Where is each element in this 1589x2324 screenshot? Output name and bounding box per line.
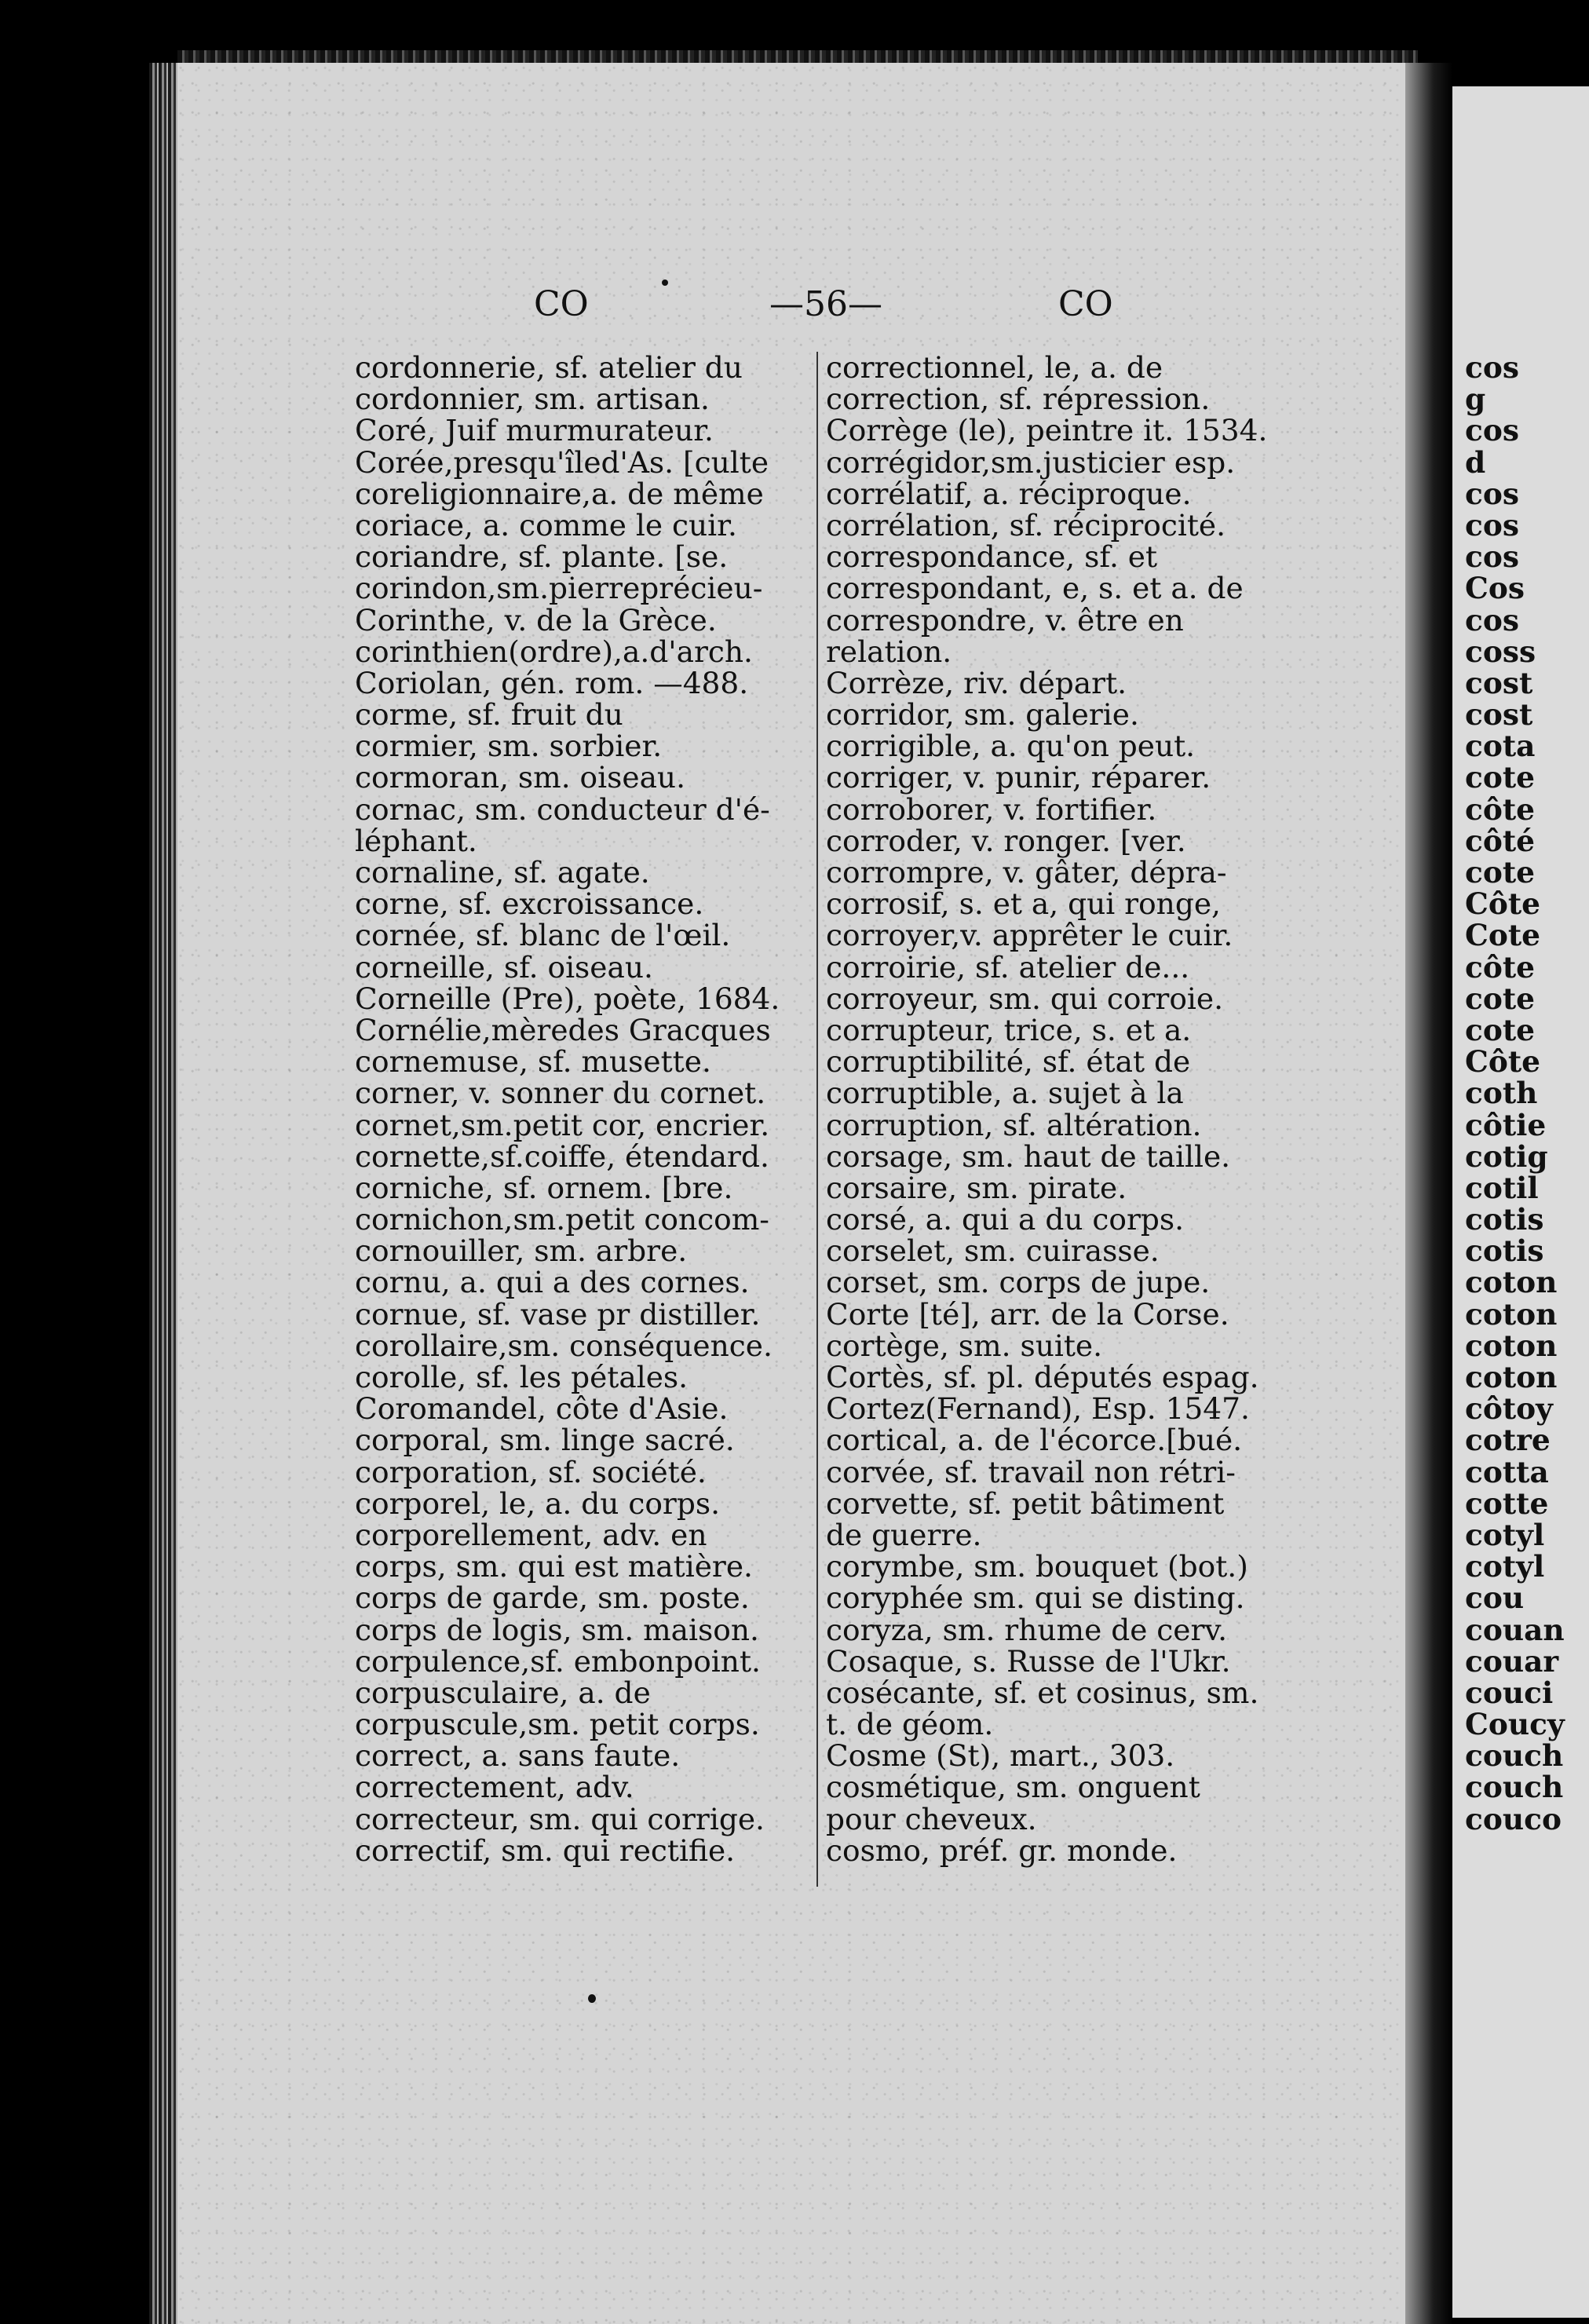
facing-page-word-fragment: Cos [1465, 571, 1525, 606]
dictionary-entry-line: corruptible, a. sujet à la [826, 1076, 1184, 1111]
dictionary-entry-line: cornet,sm.petit cor, encrier. [355, 1107, 770, 1142]
facing-page-word-fragment: côte [1465, 791, 1536, 827]
dictionary-entry-line: corporel, le, a. du corps. [355, 1485, 721, 1521]
dictionary-entry-line: corrélation, sf. réciprocité. [826, 507, 1226, 543]
dictionary-entry-line: corroder, v. ronger. [ver. [826, 823, 1186, 858]
dictionary-entry-line: correspondance, sf. et [826, 539, 1158, 575]
dictionary-entry-line: Coromandel, côte d'Asie. [355, 1391, 729, 1427]
dictionary-entry-line: cornue, sf. vase pr distiller. [355, 1296, 761, 1332]
dictionary-entry-line: corset, sm. corps de jupe. [826, 1265, 1211, 1300]
facing-page-word-fragment: cotte [1465, 1485, 1549, 1521]
dictionary-entry-line: corme, sf. fruit du [355, 697, 623, 733]
facing-page-word-fragment: coton [1465, 1296, 1558, 1332]
header-dot [662, 280, 668, 286]
dictionary-entry-line: corolle, sf. les pétales. [355, 1360, 689, 1394]
book-gutter [1405, 63, 1452, 2324]
dictionary-entry-line: corinthien(ordre),a.d'arch. [355, 634, 753, 669]
dictionary-entry-line: correct, a. sans faute. [355, 1738, 681, 1774]
facing-page-word-fragment: cos [1465, 602, 1519, 638]
dictionary-entry-line: Corneille (Pre), poète, 1684. [355, 981, 780, 1016]
facing-page-word-fragment: cos [1465, 476, 1519, 511]
facing-page-word-fragment: cote [1465, 981, 1536, 1016]
facing-page-word-fragment: cos [1465, 350, 1519, 385]
facing-page-word-fragment: cotta [1465, 1454, 1549, 1489]
facing-page-word-fragment: cote [1465, 760, 1536, 795]
dictionary-entry-line: corrélatif, a. réciproque. [826, 476, 1192, 511]
dictionary-entry-line: corporal, sm. linge sacré. [355, 1423, 735, 1458]
dictionary-entry-line: corindon,sm.pierreprécieu- [355, 571, 763, 606]
dictionary-entry-line: cornouiller, sm. arbre. [355, 1233, 688, 1269]
dictionary-entry-line: cortège, sm. suite. [826, 1328, 1103, 1363]
dictionary-entry-line: Corée,presqu'îled'As. [culte [355, 444, 769, 480]
dictionary-entry-line: cormier, sm. sorbier. [355, 729, 663, 764]
left-column [355, 352, 818, 1866]
page-header [534, 284, 1178, 331]
dictionary-entry-line: Corrège (le), peintre it. 1534. [826, 413, 1268, 448]
dictionary-entry-line: cornichon,sm.petit concom- [355, 1202, 769, 1237]
dictionary-entry-line: corporellement, adv. en [355, 1517, 707, 1552]
dictionary-entry-line: corroyer,v. apprêter le cuir. [826, 918, 1233, 953]
dictionary-entry-line: corollaire,sm. conséquence. [355, 1328, 773, 1363]
header-right-guideword: CO [1058, 284, 1113, 324]
facing-page-word-fragment: d [1465, 444, 1486, 480]
facing-page-word-fragment: cotre [1465, 1423, 1551, 1458]
dictionary-entry-line: corner, v. sonner du cornet. [355, 1076, 766, 1111]
dictionary-entry-line: corymbe, sm. bouquet (bot.) [826, 1549, 1248, 1584]
facing-page-word-fragment: cost [1465, 697, 1533, 733]
dictionary-entry-line: corpusculaire, a. de [355, 1675, 651, 1710]
facing-page-word-fragment: coth [1465, 1076, 1538, 1111]
page-edge-stack [149, 63, 181, 2324]
dictionary-entry-line: coryphée sm. qui se disting. [826, 1580, 1245, 1616]
dictionary-entry-line: cornemuse, sf. musette. [355, 1044, 711, 1080]
dictionary-entry-line: corporation, sf. société. [355, 1454, 707, 1489]
facing-page-fragment [1452, 86, 1589, 2318]
facing-page-word-fragment: coton [1465, 1360, 1558, 1394]
facing-page-word-fragment: couci [1465, 1675, 1554, 1710]
facing-page-word-fragment: cou [1465, 1580, 1525, 1616]
scan-background-left [0, 0, 149, 2318]
dictionary-entry-line: cordonnier, sm. artisan. [355, 382, 710, 417]
dictionary-entry-line: correction, sf. répression. [826, 382, 1211, 417]
facing-page-word-fragment: côtie [1465, 1107, 1547, 1142]
dictionary-entry-line: corpulence,sf. embonpoint. [355, 1643, 761, 1679]
dictionary-entry-line: cornu, a. qui a des cornes. [355, 1265, 750, 1300]
dictionary-entry-line: coriandre, sf. plante. [se. [355, 539, 729, 575]
dictionary-entry-line: corrégidor,sm.justicier esp. [826, 444, 1236, 480]
dictionary-entry-line: Corrèze, riv. départ. [826, 665, 1127, 700]
facing-page-word-fragment: côté [1465, 823, 1536, 858]
dictionary-entry-line: cornac, sm. conducteur d'é- [355, 791, 770, 827]
facing-page-word-fragment: couan [1465, 1612, 1565, 1647]
dictionary-entry-line: cordonnerie, sf. atelier du [355, 350, 743, 385]
facing-page-word-fragment: Côte [1465, 886, 1541, 922]
facing-page-word-fragment: cotyl [1465, 1549, 1545, 1584]
facing-page-word-fragment: coton [1465, 1328, 1558, 1363]
dictionary-entry-line: Cortès, sf. pl. députés espag. [826, 1360, 1259, 1394]
facing-page-word-fragment: cote [1465, 855, 1536, 890]
dictionary-entry-line: cornée, sf. blanc de l'œil. [355, 918, 731, 953]
dictionary-entry-line: coryza, sm. rhume de cerv. [826, 1612, 1228, 1647]
facing-page-words [1465, 352, 1565, 1835]
dictionary-entry-line: corps de logis, sm. maison. [355, 1612, 759, 1647]
dictionary-entry-line: corroyeur, sm. qui corroie. [826, 981, 1224, 1016]
dictionary-entry-line: corselet, sm. cuirasse. [826, 1233, 1160, 1269]
dictionary-entry-line: Coriolan, gén. rom. —488. [355, 665, 749, 700]
dictionary-entry-line: Corinthe, v. de la Grèce. [355, 602, 717, 638]
dictionary-entry-line: correctif, sm. qui rectifie. [355, 1833, 736, 1868]
facing-page-word-fragment: couch [1465, 1770, 1564, 1805]
dictionary-entry-line: corvette, sf. petit bâtiment [826, 1485, 1225, 1521]
facing-page-word-fragment: cotil [1465, 1170, 1539, 1205]
dictionary-entry-line: Coré, Juif murmurateur. [355, 413, 714, 448]
dictionary-entry-line: corroborer, v. fortifier. [826, 791, 1157, 827]
facing-page-word-fragment: couco [1465, 1801, 1562, 1836]
dictionary-entry-line: cormoran, sm. oiseau. [355, 760, 685, 795]
dictionary-entry-line: Cortez(Fernand), Esp. 1547. [826, 1391, 1250, 1427]
right-column [826, 352, 1297, 1866]
facing-page-word-fragment: Côte [1465, 1044, 1541, 1080]
dictionary-entry-line: corneille, sf. oiseau. [355, 949, 653, 985]
facing-page-word-fragment: cote [1465, 1012, 1536, 1047]
page-number: —56— [769, 284, 882, 324]
dictionary-entry-line: corniche, sf. ornem. [bre. [355, 1170, 733, 1205]
dictionary-entry-line: corne, sf. excroissance. [355, 886, 704, 922]
dictionary-entry-line: léphant. [355, 823, 477, 858]
facing-page-word-fragment: cotyl [1465, 1517, 1545, 1552]
dictionary-entry-line: de guerre. [826, 1517, 982, 1552]
dictionary-entry-line: Cosme (St), mart., 303. [826, 1738, 1175, 1774]
dictionary-entry-line: corrigible, a. qu'on peut. [826, 729, 1196, 764]
facing-page-word-fragment: côtoy [1465, 1391, 1553, 1427]
facing-page-word-fragment: cos [1465, 539, 1519, 575]
dictionary-entry-line: corrompre, v. gâter, dépra- [826, 855, 1227, 890]
dictionary-entry-line: corps de garde, sm. poste. [355, 1580, 750, 1616]
dictionary-entry-line: corruption, sf. altération. [826, 1107, 1202, 1142]
dictionary-entry-line: corsé, a. qui a du corps. [826, 1202, 1185, 1237]
facing-page-word-fragment: cota [1465, 729, 1536, 764]
dictionary-entry-line: corriger, v. punir, réparer. [826, 760, 1211, 795]
dictionary-entry-line: cornette,sf.coiffe, étendard. [355, 1138, 769, 1174]
dictionary-entry-line: cosmo, préf. gr. monde. [826, 1833, 1178, 1868]
facing-page-word-fragment: cotig [1465, 1138, 1548, 1174]
facing-page-word-fragment: cotis [1465, 1202, 1544, 1237]
column-divider [816, 352, 818, 1887]
dictionary-entry-line: cortical, a. de l'écorce.[bué. [826, 1423, 1243, 1458]
facing-page-word-fragment: cost [1465, 665, 1533, 700]
dictionary-entry-line: corrupteur, trice, s. et a. [826, 1012, 1192, 1047]
dictionary-entry-line: corroirie, sf. atelier de... [826, 949, 1190, 985]
facing-page-word-fragment: côte [1465, 949, 1536, 985]
dictionary-entry-line: corridor, sm. galerie. [826, 697, 1139, 733]
facing-page-word-fragment: couch [1465, 1738, 1564, 1774]
dictionary-entry-line: correcteur, sm. qui corrige. [355, 1801, 765, 1836]
dictionary-entry-line: Corte [té], arr. de la Corse. [826, 1296, 1229, 1332]
dictionary-entry-line: corpuscule,sm. petit corps. [355, 1707, 760, 1742]
dictionary-entry-line: correspondant, e, s. et a. de [826, 571, 1244, 606]
dictionary-entry-line: correctionnel, le, a. de [826, 350, 1163, 385]
facing-page-word-fragment: cos [1465, 507, 1519, 543]
header-left-guideword: CO [534, 284, 589, 324]
facing-page-word-fragment: cotis [1465, 1233, 1544, 1269]
dictionary-entry-line: cornaline, sf. agate. [355, 855, 650, 890]
facing-page-word-fragment: g [1465, 382, 1486, 417]
dictionary-entry-line: corvée, sf. travail non rétri- [826, 1454, 1236, 1489]
dictionary-entry-line: corrosif, s. et a, qui ronge, [826, 886, 1221, 922]
facing-page-word-fragment: coss [1465, 634, 1536, 669]
dictionary-entry-line: corsage, sm. haut de taille. [826, 1138, 1231, 1174]
facing-page-word-fragment: Cote [1465, 918, 1541, 953]
dictionary-entry-line: t. de géom. [826, 1707, 994, 1742]
dictionary-entry-line: Cornélie,mèredes Gracques [355, 1012, 771, 1047]
dictionary-entry-line: corps, sm. qui est matière. [355, 1549, 753, 1584]
dictionary-entry-line: cosmétique, sm. onguent [826, 1770, 1200, 1805]
dictionary-entry-line: pour cheveux. [826, 1801, 1037, 1836]
dictionary-entry-line: coriace, a. comme le cuir. [355, 507, 737, 543]
facing-page-word-fragment: coton [1465, 1265, 1558, 1300]
dictionary-entry-line: relation. [826, 634, 952, 669]
dictionary-entry-line: corsaire, sm. pirate. [826, 1170, 1127, 1205]
dictionary-entry-line: coreligionnaire,a. de même [355, 476, 764, 511]
facing-page-word-fragment: Coucy [1465, 1707, 1565, 1742]
facing-page-word-fragment: cos [1465, 413, 1519, 448]
facing-page-word-fragment: couar [1465, 1643, 1559, 1679]
ink-speck [588, 1994, 596, 2003]
dictionary-entry-line: correctement, adv. [355, 1770, 634, 1805]
dictionary-entry-line: Cosaque, s. Russe de l'Ukr. [826, 1643, 1231, 1679]
dictionary-entry-line: corruptibilité, sf. état de [826, 1044, 1191, 1080]
dictionary-entry-line: cosécante, sf. et cosinus, sm. [826, 1675, 1259, 1710]
dictionary-entry-line: correspondre, v. être en [826, 602, 1184, 638]
